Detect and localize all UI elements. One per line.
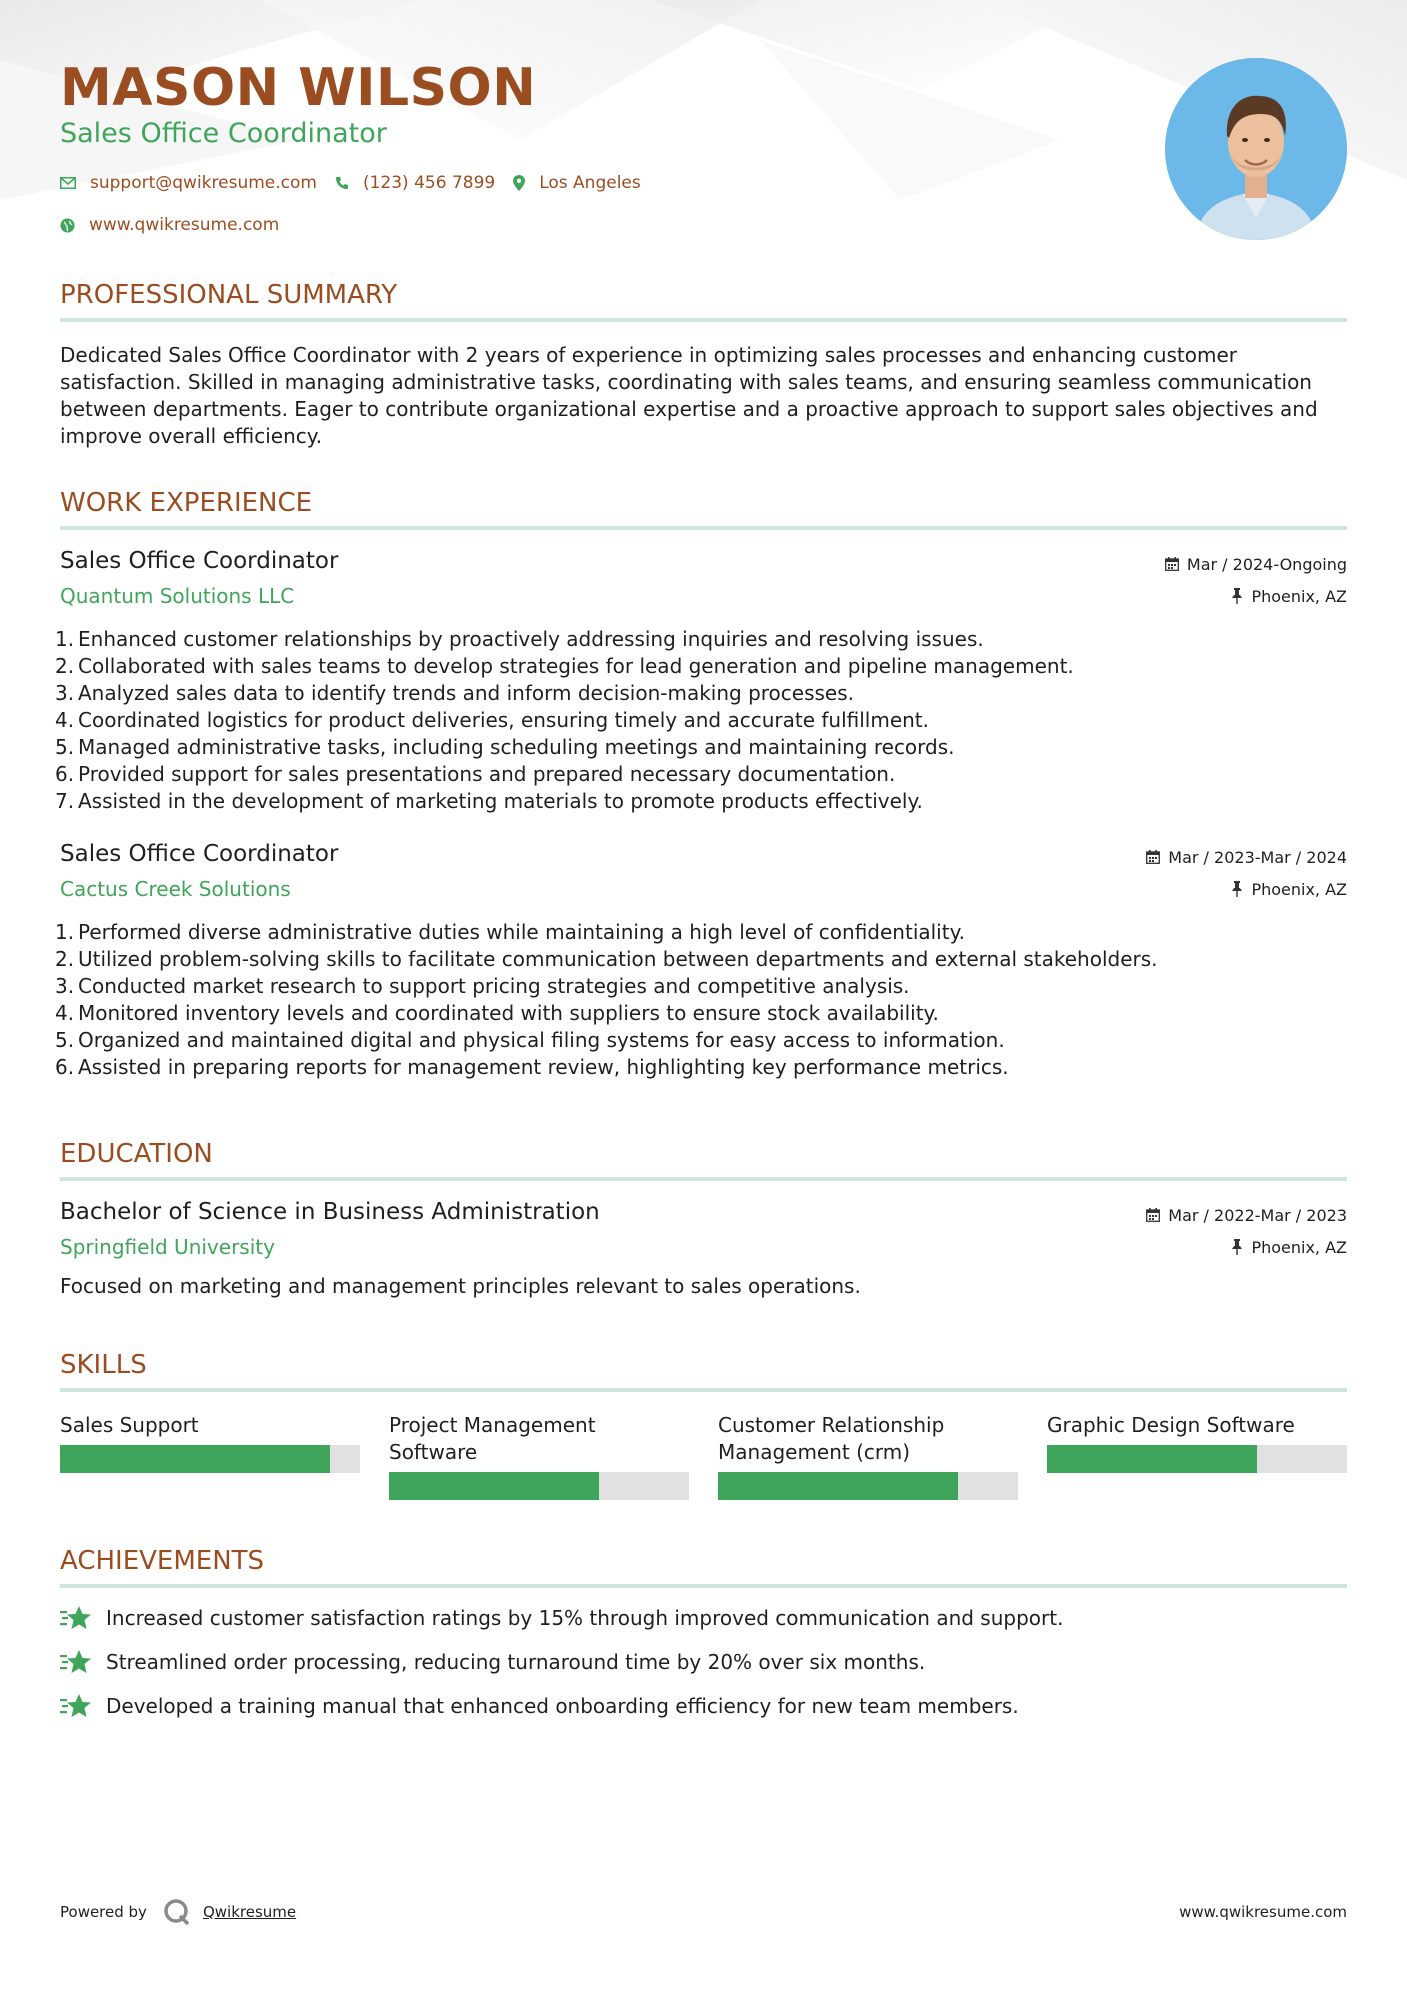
summary-heading: PROFESSIONAL SUMMARY <box>60 280 1347 322</box>
contact-email[interactable] <box>60 173 317 193</box>
job-bullets <box>55 919 1347 1081</box>
job-location <box>1146 873 1347 905</box>
list-item <box>60 1648 1347 1676</box>
email-text: support@qwikresume.com <box>90 173 317 193</box>
education-location-text: Phoenix, AZ <box>1251 1237 1347 1257</box>
pushpin-icon <box>1231 1239 1243 1255</box>
bullet-text: Analyzed sales data to identify trends and inform decision-making processes. <box>78 681 855 705</box>
bullet-text: Collaborated with sales teams to develop strategies for lead generation and pipeline management. <box>78 654 1074 678</box>
contact-website[interactable] <box>60 215 279 235</box>
list-item: 1. Enhanced customer relationships by proactively addressing inquiries and resolving issues. <box>55 627 984 651</box>
bullet-text: Enhanced customer relationships by proactively addressing inquiries and resolving issues. <box>78 627 984 651</box>
skill-bar <box>389 1472 689 1500</box>
bullet-text: Coordinated logistics for product deliveries, ensuring timely and accurate fulfillment. <box>78 708 929 732</box>
skills-list <box>60 1412 1347 1500</box>
skill-item <box>1047 1412 1347 1500</box>
job-dates-text: Mar / 2023-Mar / 2024 <box>1168 847 1347 867</box>
list-item: 7. Assisted in the development of marketing materials to promote products effectively. <box>55 789 923 813</box>
phone-text: (123) 456 7899 <box>362 173 496 193</box>
job-bullets <box>55 626 1347 815</box>
contact-row <box>60 173 659 193</box>
list-item: 2. Collaborated with sales teams to develop strategies for lead generation and pipeline management. <box>55 654 1074 678</box>
list-item: 4. Monitored inventory levels and coordinated with suppliers to ensure stock availability. <box>55 1001 939 1025</box>
bullet-text: Organized and maintained digital and physical filing systems for easy access to information. <box>78 1028 1005 1052</box>
star-icon <box>60 1693 92 1719</box>
achievements-heading: ACHIEVEMENTS <box>60 1546 1347 1588</box>
globe-icon <box>60 218 75 233</box>
map-pin-icon <box>513 175 525 191</box>
calendar-icon <box>1165 557 1179 571</box>
skill-item <box>718 1412 1018 1500</box>
list-item: 3. Conducted market research to support pricing strategies and competitive analysis. <box>55 974 910 998</box>
contact-row-website <box>60 215 297 235</box>
job-dates <box>1165 548 1347 580</box>
experience-heading: WORK EXPERIENCE <box>60 488 1347 530</box>
achievement-text: Increased customer satisfaction ratings by 15% through improved communication and support. <box>106 1606 1064 1630</box>
pushpin-icon <box>1231 881 1243 897</box>
achievement-text: Developed a training manual that enhanced onboarding efficiency for new team members. <box>106 1694 1019 1718</box>
job-company: Cactus Creek Solutions <box>60 877 291 901</box>
education-entry <box>60 1199 1347 1300</box>
education-location <box>1146 1231 1347 1263</box>
education-dates <box>1146 1199 1347 1231</box>
list-item: 2. Utilized problem-solving skills to facilitate communication between departments and external stakeholders. <box>55 947 1158 971</box>
job-meta <box>1165 548 1347 612</box>
list-item: 5. Managed administrative tasks, including scheduling meetings and maintaining records. <box>55 735 955 759</box>
education-heading: EDUCATION <box>60 1139 1347 1181</box>
experience-section <box>55 488 1347 1081</box>
skill-name: Customer Relationship Management (crm) <box>718 1413 945 1464</box>
profile-photo <box>1165 58 1347 240</box>
list-item: 6. Provided support for sales presentations and prepared necessary documentation. <box>55 762 896 786</box>
qwikresume-link[interactable]: Qwikresume <box>202 1903 297 1921</box>
skill-bar <box>60 1445 360 1473</box>
phone-icon <box>335 176 349 190</box>
job-entry <box>55 548 1347 815</box>
list-item <box>60 1692 1347 1720</box>
list-item <box>60 1604 1347 1632</box>
skills-heading: SKILLS <box>60 1350 1347 1392</box>
job-location <box>1165 580 1347 612</box>
bullet-text: Performed diverse administrative duties while maintaining a high level of confidentiality. <box>78 920 965 944</box>
education-school: Springfield University <box>60 1235 275 1259</box>
job-company: Quantum Solutions LLC <box>60 584 295 608</box>
candidate-title: Sales Office Coordinator <box>60 118 387 149</box>
calendar-icon <box>1146 1208 1160 1222</box>
achievements-section <box>60 1546 1347 1720</box>
skill-name: Graphic Design Software <box>1047 1413 1295 1437</box>
resume-header <box>60 0 1347 270</box>
skill-bar-fill <box>60 1445 330 1473</box>
skill-bar-fill <box>718 1472 958 1500</box>
list-item: 3. Analyzed sales data to identify trends and inform decision-making processes. <box>55 681 855 705</box>
skill-item <box>60 1412 360 1500</box>
list-item: 4. Coordinated logistics for product deliveries, ensuring timely and accurate fulfillment. <box>55 708 929 732</box>
bullet-text: Utilized problem-solving skills to facilitate communication between departments and external stakeholders. <box>78 947 1158 971</box>
skill-bar <box>1047 1445 1347 1473</box>
education-section <box>60 1139 1347 1300</box>
education-meta <box>1146 1199 1347 1263</box>
bullet-text: Managed administrative tasks, including scheduling meetings and maintaining records. <box>78 735 955 759</box>
bullet-text: Monitored inventory levels and coordinated with suppliers to ensure stock availability. <box>78 1001 939 1025</box>
achievement-text: Streamlined order processing, reducing turnaround time by 20% over six months. <box>106 1650 926 1674</box>
job-role: Sales Office Coordinator <box>60 548 339 574</box>
skill-name: Project Management Software <box>389 1413 596 1464</box>
skill-bar <box>718 1472 1018 1500</box>
bullet-text: Conducted market research to support pricing strategies and competitive analysis. <box>78 974 910 998</box>
job-location-text: Phoenix, AZ <box>1251 879 1347 899</box>
skill-bar-fill <box>389 1472 599 1500</box>
job-header <box>60 548 1347 612</box>
contact-phone[interactable] <box>335 173 495 193</box>
job-role: Sales Office Coordinator <box>60 841 339 867</box>
job-location-text: Phoenix, AZ <box>1251 586 1347 606</box>
list-item: 6. Assisted in preparing reports for management review, highlighting key performance metrics. <box>55 1055 1009 1079</box>
location-text: Los Angeles <box>539 173 641 193</box>
skill-item <box>389 1412 689 1500</box>
website-text: www.qwikresume.com <box>89 215 280 235</box>
job-meta <box>1146 841 1347 905</box>
powered-by-label: Powered by <box>60 1903 147 1921</box>
footer <box>60 1898 1347 1926</box>
education-dates-text: Mar / 2022-Mar / 2023 <box>1168 1205 1347 1225</box>
summary-section <box>60 280 1347 450</box>
calendar-icon <box>1146 850 1160 864</box>
bullet-text: Assisted in preparing reports for management review, highlighting key performance metrics. <box>78 1055 1009 1079</box>
job-entry <box>55 841 1347 1081</box>
candidate-name: MASON WILSON <box>60 58 537 118</box>
skill-bar-fill <box>1047 1445 1257 1473</box>
achievements-list <box>60 1604 1347 1720</box>
job-dates <box>1146 841 1347 873</box>
star-icon <box>60 1649 92 1675</box>
education-description: Focused on marketing and management principles relevant to sales operations. <box>60 1274 861 1298</box>
list-item: 1. Performed diverse administrative duties while maintaining a high level of confidentiality. <box>55 920 965 944</box>
avatar-illustration <box>1165 58 1347 240</box>
education-degree: Bachelor of Science in Business Administration <box>60 1199 600 1225</box>
star-icon <box>60 1605 92 1631</box>
pushpin-icon <box>1231 588 1243 604</box>
list-item: 5. Organized and maintained digital and physical filing systems for easy access to information. <box>55 1028 1005 1052</box>
footer-website[interactable]: www.qwikresume.com <box>1179 1903 1347 1921</box>
skill-name: Sales Support <box>60 1413 199 1437</box>
envelope-icon <box>60 177 76 189</box>
bullet-text: Provided support for sales presentations and prepared necessary documentation. <box>78 762 896 786</box>
summary-text: Dedicated Sales Office Coordinator with 2 years of experience in optimizing sales processes and enhancing customer satisfaction. Skilled in managing administrative tasks, coordinating with sales teams, and ensuring seamless communication between departments. Eager to contribute organizational expertise and a proactive approach to support sales objectives and improve overall efficiency. <box>60 343 1318 448</box>
footer-branding <box>60 1898 296 1926</box>
job-header <box>60 841 1347 905</box>
skills-section <box>60 1350 1347 1500</box>
education-header <box>60 1199 1347 1263</box>
job-dates-text: Mar / 2024-Ongoing <box>1186 554 1347 574</box>
contact-location <box>513 173 641 193</box>
bullet-text: Assisted in the development of marketing materials to promote products effectively. <box>78 789 923 813</box>
qwikresume-logo-icon <box>163 1898 191 1926</box>
